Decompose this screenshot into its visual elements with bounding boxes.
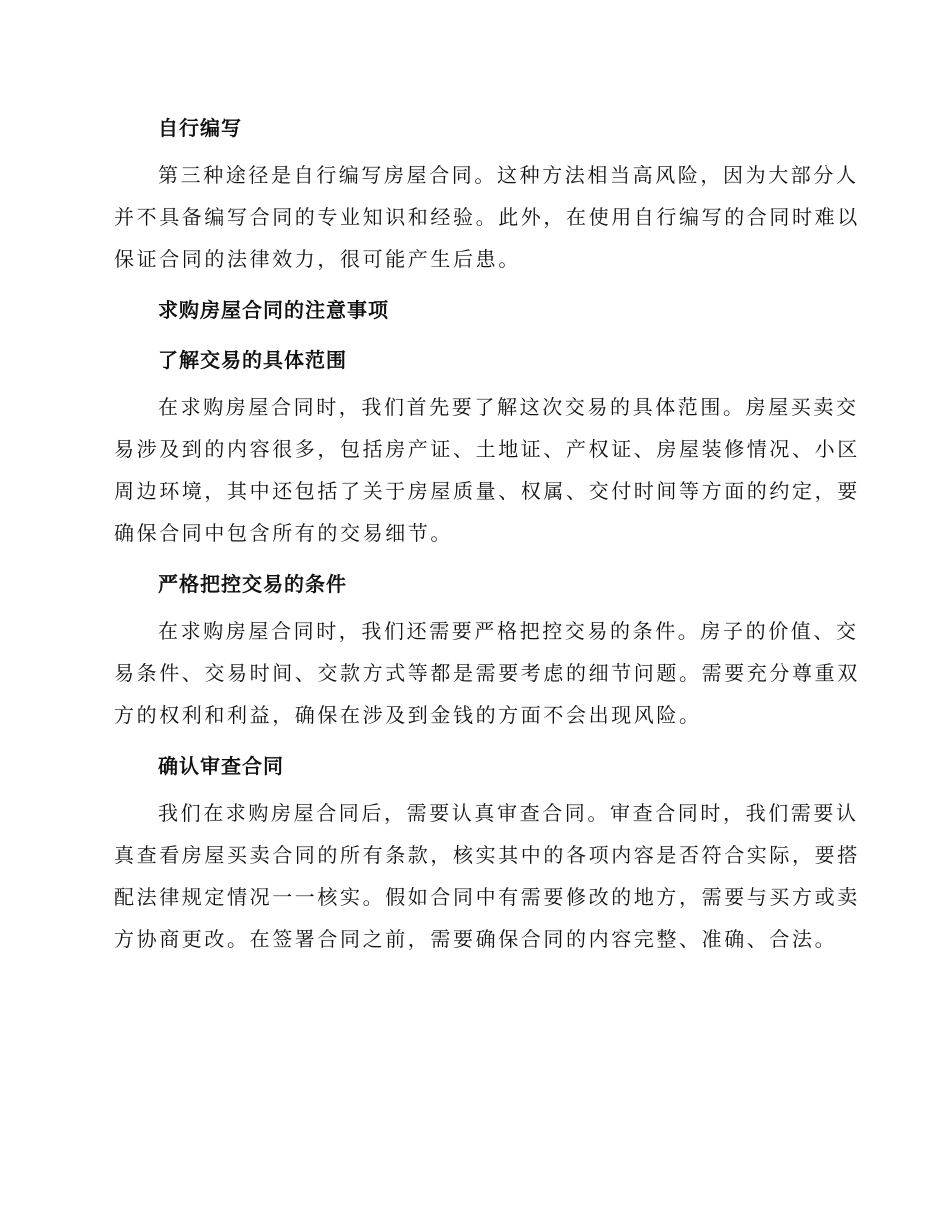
section-heading: 了解交易的具体范围 bbox=[158, 348, 347, 372]
section-paragraph bbox=[114, 792, 860, 960]
paragraph-line: 并不具备编写合同的专业知识和经验。此外，在使用自行编写的合同时难以 bbox=[114, 205, 860, 229]
paragraph-line: 保证合同的法律效力，很可能产生后患。 bbox=[114, 247, 521, 271]
section-paragraph bbox=[114, 154, 860, 280]
paragraph-line: 方协商更改。在签署合同之前，需要确保合同的内容完整、准确、合法。 bbox=[114, 927, 838, 951]
section-paragraph bbox=[114, 386, 860, 554]
section-heading: 确认审查合同 bbox=[158, 754, 284, 778]
paragraph-line: 周边环境，其中还包括了关于房屋质量、权属、交付时间等方面的约定，要 bbox=[114, 479, 860, 503]
paragraph-line: 在求购房屋合同时，我们首先要了解这次交易的具体范围。房屋买卖交 bbox=[158, 395, 859, 419]
paragraph-line: 易条件、交易时间、交款方式等都是需要考虑的细节问题。需要充分尊重双 bbox=[114, 661, 860, 685]
section-heading: 求购房屋合同的注意事项 bbox=[158, 298, 389, 322]
paragraph-line: 方的权利和利益，确保在涉及到金钱的方面不会出现风险。 bbox=[114, 703, 702, 727]
paragraph-line: 在求购房屋合同时，我们还需要严格把控交易的条件。房子的价值、交 bbox=[158, 619, 859, 643]
paragraph-line: 配法律规定情况一一核实。假如合同中有需要修改的地方，需要与买方或卖 bbox=[114, 885, 860, 909]
paragraph-line: 易涉及到的内容很多，包括房产证、土地证、产权证、房屋装修情况、小区 bbox=[114, 437, 860, 461]
section-paragraph bbox=[114, 610, 860, 736]
paragraph-line: 我们在求购房屋合同后，需要认真审查合同。审查合同时，我们需要认 bbox=[158, 801, 859, 825]
section-heading: 严格把控交易的条件 bbox=[158, 572, 347, 596]
paragraph-line: 确保合同中包含所有的交易细节。 bbox=[114, 521, 453, 545]
section-heading: 自行编写 bbox=[158, 116, 242, 140]
paragraph-line: 第三种途径是自行编写房屋合同。这种方法相当高风险，因为大部分人 bbox=[158, 163, 859, 187]
paragraph-line: 真查看房屋买卖合同的所有条款，核实其中的各项内容是否符合实际，要搭 bbox=[114, 843, 860, 867]
document-body bbox=[114, 108, 860, 960]
